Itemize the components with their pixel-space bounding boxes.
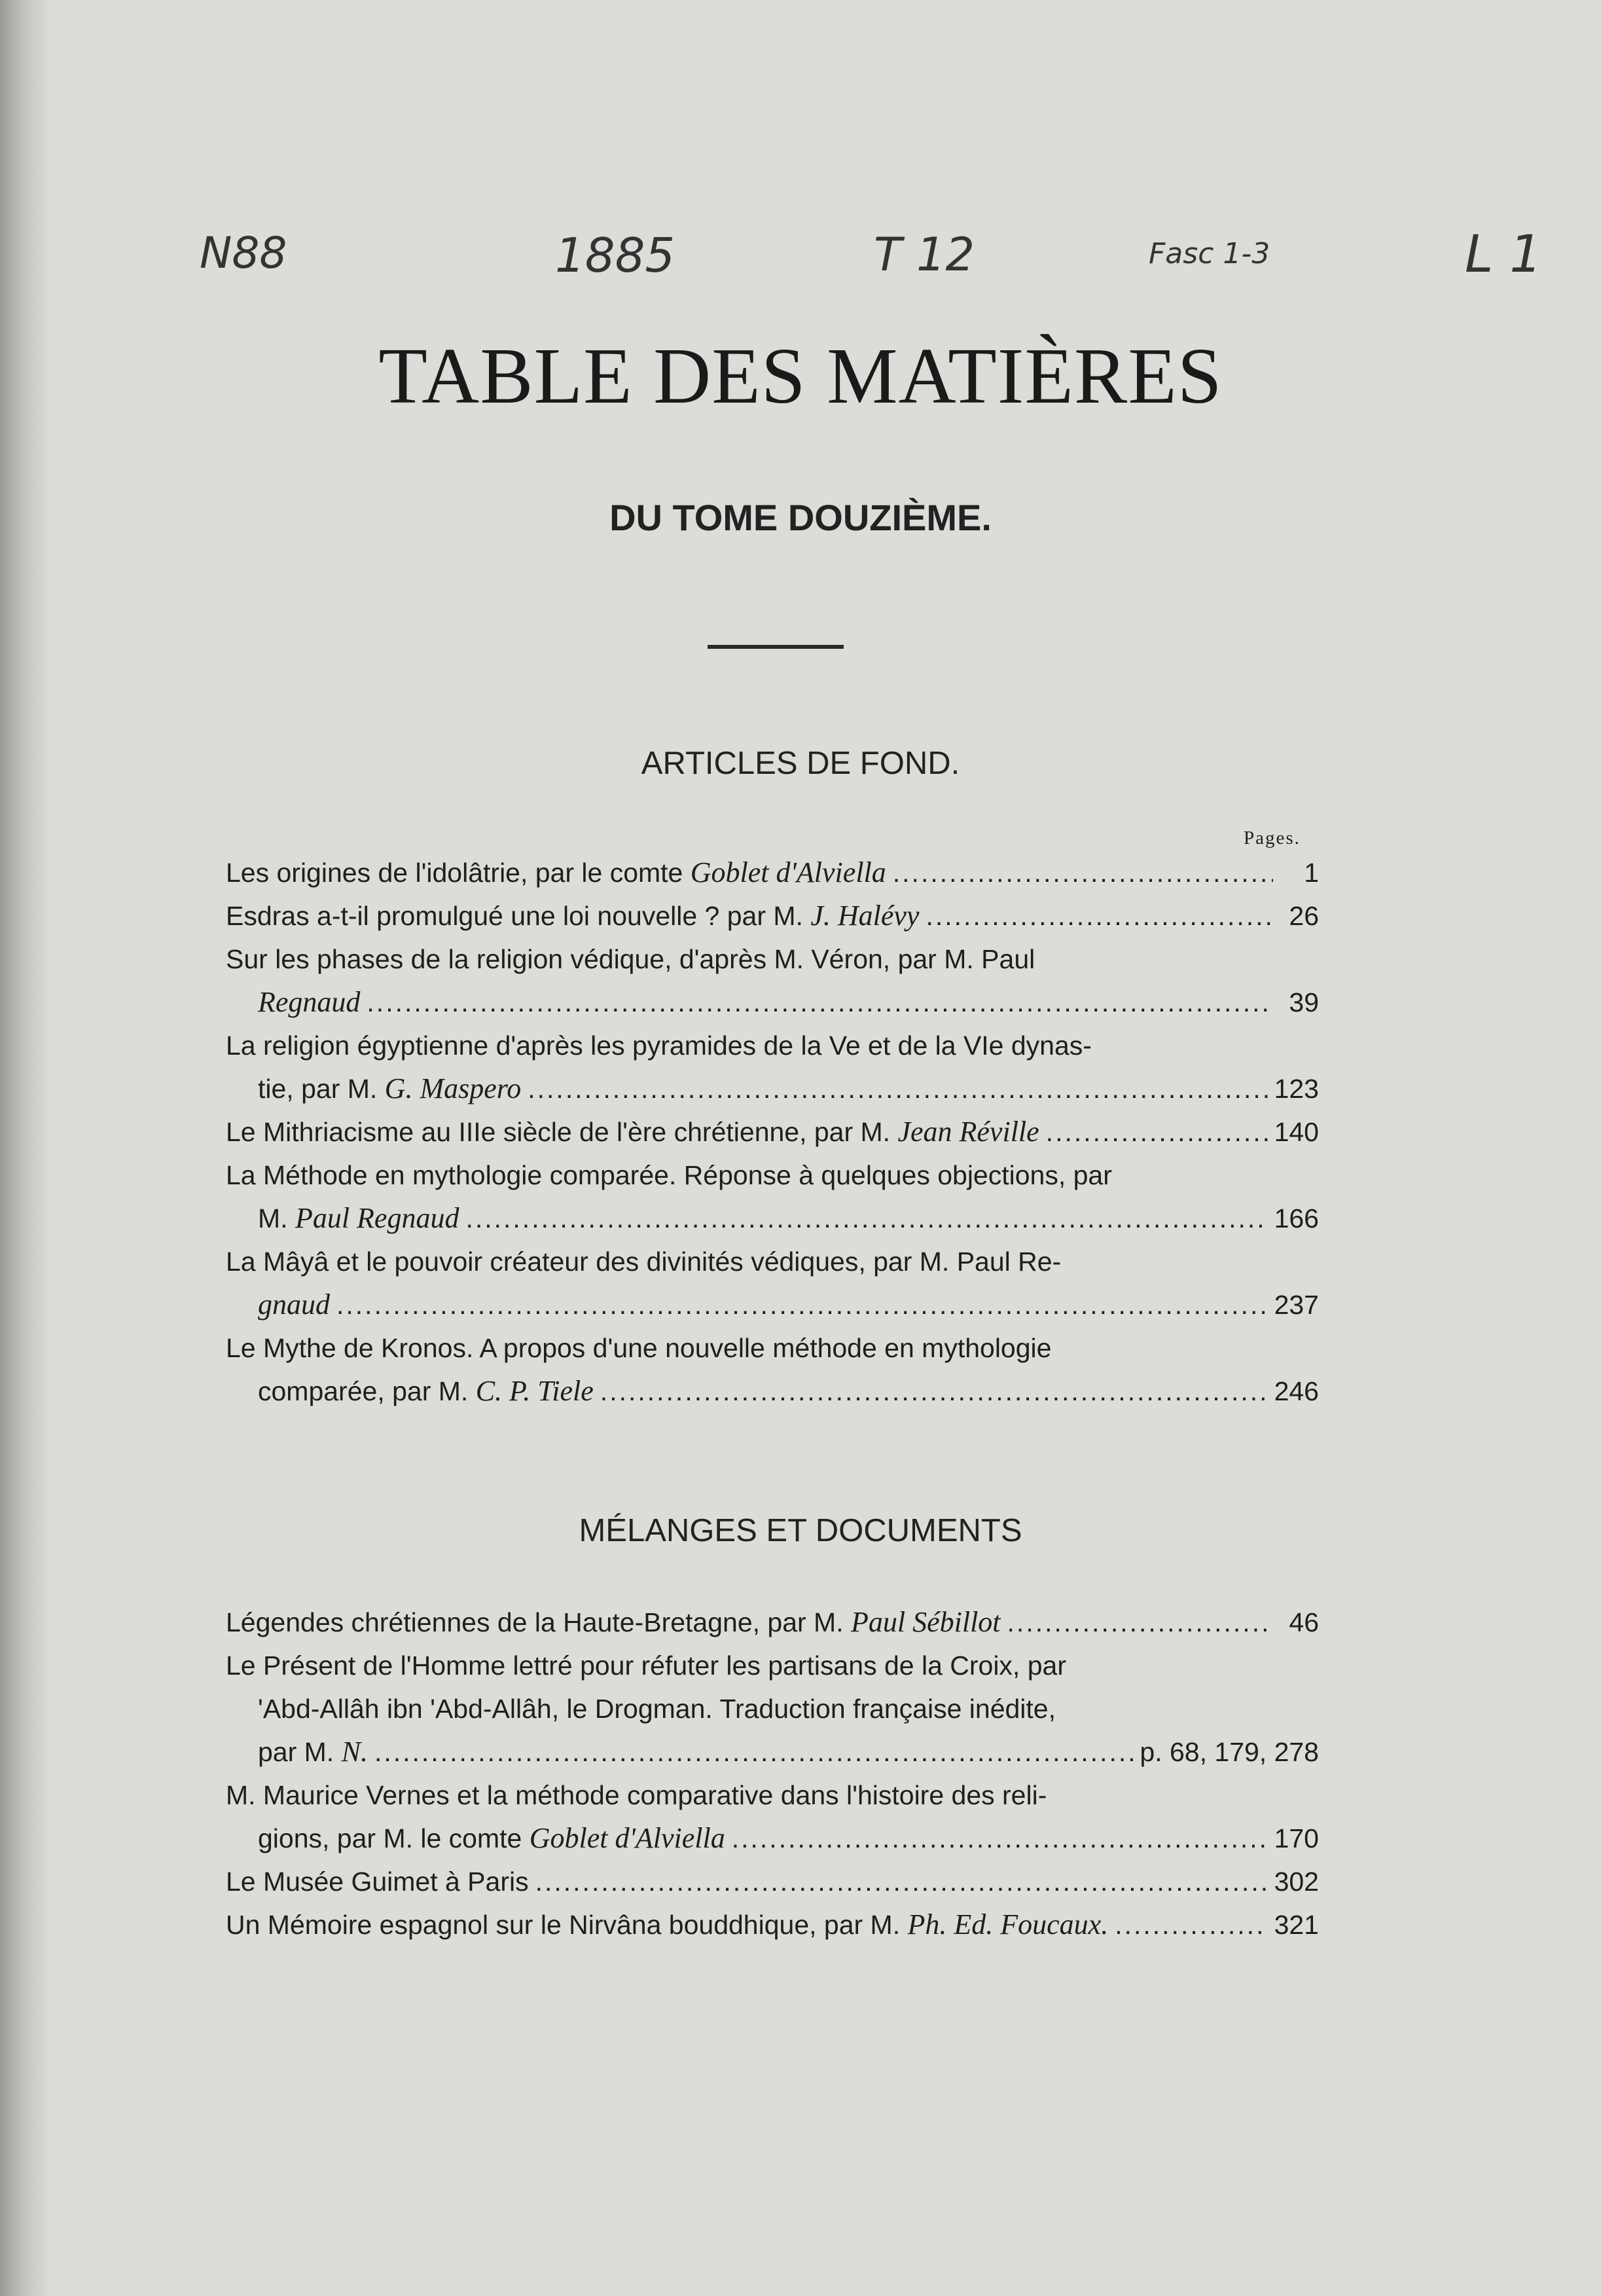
- toc-entry: [226, 1110, 1319, 1154]
- dot-leader: [374, 1730, 1133, 1774]
- dot-leader: [528, 1067, 1267, 1110]
- toc-entry-last-line: [226, 1860, 1319, 1903]
- toc-entry-text: Le Musée Guimet à Paris: [226, 1867, 529, 1897]
- toc-entry-last-line: [226, 1601, 1319, 1644]
- handwritten-annotation: N88: [200, 228, 287, 278]
- toc-entry-author: N.: [341, 1736, 368, 1768]
- dot-leader: [535, 1860, 1268, 1903]
- toc-entry-last-line: [226, 1110, 1319, 1154]
- toc-entry: [226, 1326, 1319, 1413]
- pages-column-label: Pages.: [1244, 828, 1301, 848]
- toc-entry-last-line: [226, 1370, 1319, 1413]
- toc-entry-text: M. Paul Regnaud: [258, 1202, 459, 1234]
- toc-entry-author: Goblet d'Alviella: [529, 1822, 725, 1854]
- toc-entry-last-line: [226, 1817, 1319, 1860]
- toc-entry-text: Légendes chrétiennes de la Haute-Bretagne, par M. Paul Sébillot: [226, 1606, 1001, 1638]
- dot-leader: [1046, 1110, 1268, 1154]
- toc-entry-line: La religion égyptienne d'après les pyramides de la Ve et de la VIe dynas-: [226, 1030, 1092, 1061]
- toc-entry: [226, 1644, 1319, 1774]
- toc-entry: [226, 1024, 1319, 1110]
- toc-entry-author: Regnaud: [258, 986, 361, 1018]
- toc-entry: [226, 1860, 1319, 1903]
- toc-entry-author: Goblet d'Alviella: [690, 856, 886, 888]
- toc-entry: [226, 1601, 1319, 1644]
- articles-list: [226, 851, 1319, 1413]
- toc-entry-page: 166: [1274, 1203, 1319, 1233]
- toc-entry-last-line: [226, 894, 1319, 938]
- toc-entry-page: 302: [1274, 1867, 1319, 1897]
- toc-entry-line: Sur les phases de la religion védique, d'après M. Véron, par M. Paul: [226, 944, 1035, 974]
- toc-entry-line: La Méthode en mythologie comparée. Réponse à quelques objections, par: [226, 1160, 1112, 1190]
- dot-leader: [893, 851, 1273, 894]
- toc-entry: [226, 1240, 1319, 1326]
- toc-entry-last-line: [226, 1197, 1319, 1240]
- dot-leader: [600, 1370, 1268, 1413]
- toc-entry-author: gnaud: [258, 1288, 330, 1321]
- toc-entry-line: M. Maurice Vernes et la méthode comparative dans l'histoire des reli-: [226, 1780, 1047, 1810]
- toc-entry-author: J. Halévy: [810, 900, 920, 932]
- toc-entry-page: 237: [1274, 1290, 1319, 1320]
- toc-entry-text: Le Mithriacisme au IIIe siècle de l'ère chrétienne, par M. Jean Réville: [226, 1116, 1039, 1148]
- page-title: TABLE DES MATIÈRES: [378, 332, 1223, 420]
- toc-entry-page: 46: [1289, 1607, 1319, 1637]
- toc-entry-author: C. P. Tiele: [475, 1375, 594, 1407]
- dot-leader: [926, 894, 1273, 938]
- dot-leader: [732, 1817, 1268, 1860]
- toc-entry: [226, 1774, 1319, 1860]
- melanges-list: [226, 1601, 1319, 1946]
- toc-entry-author: Jean Réville: [897, 1116, 1039, 1148]
- toc-entry: [226, 894, 1319, 938]
- handwritten-annotation: T 12: [874, 228, 975, 282]
- toc-entry-page: 26: [1289, 901, 1319, 931]
- handwritten-annotation: Fasc 1-3: [1149, 237, 1270, 270]
- toc-entry-page: 140: [1274, 1117, 1319, 1147]
- toc-entry-page: 246: [1274, 1376, 1319, 1406]
- toc-entry-line: Le Présent de l'Homme lettré pour réfuter les partisans de la Croix, par: [226, 1650, 1066, 1681]
- toc-entry: [226, 1903, 1319, 1946]
- toc-entry-text: Un Mémoire espagnol sur le Nirvâna bouddhique, par M. Ph. Ed. Foucaux.: [226, 1908, 1109, 1941]
- toc-entry-page: 1: [1304, 858, 1319, 888]
- toc-entry: [226, 851, 1319, 894]
- toc-entry: [226, 938, 1319, 1024]
- toc-entry-page: 321: [1274, 1910, 1319, 1940]
- toc-entry-author: Ph. Ed. Foucaux.: [907, 1908, 1109, 1941]
- toc-entry-text: Les origines de l'idolâtrie, par le comte Goblet d'Alviella: [226, 856, 886, 888]
- toc-entry-page: 123: [1274, 1074, 1319, 1104]
- toc-entry-text: [258, 1283, 330, 1326]
- toc-entry-page: p. 68, 179, 278: [1140, 1737, 1319, 1767]
- dot-leader: [367, 981, 1273, 1024]
- dot-leader: [1115, 1903, 1267, 1946]
- section-heading-articles: ARTICLES DE FOND.: [641, 746, 960, 781]
- toc-entry-author: Paul Regnaud: [295, 1202, 459, 1234]
- toc-entry-author: Paul Sébillot: [851, 1606, 1001, 1638]
- divider: [708, 645, 844, 649]
- toc-entry-text: comparée, par M. C. P. Tiele: [258, 1375, 594, 1407]
- dot-leader: [336, 1283, 1268, 1326]
- toc-entry-text: gions, par M. le comte Goblet d'Alviella: [258, 1822, 725, 1854]
- toc-entry-author: G. Maspero: [384, 1072, 522, 1104]
- toc-entry-text: par M. N.: [258, 1736, 368, 1768]
- toc-entry-line: 'Abd-Allâh ibn 'Abd-Allâh, le Drogman. Traduction française inédite,: [258, 1694, 1056, 1724]
- toc-entry-last-line: [226, 1730, 1319, 1774]
- toc-entry-last-line: [226, 1903, 1319, 1946]
- handwritten-annotation: 1885: [555, 228, 675, 283]
- handwritten-annotation: L 1: [1465, 225, 1542, 284]
- toc-entry-last-line: [226, 851, 1319, 894]
- toc-entry-text: [258, 981, 360, 1024]
- toc-entry-text: Esdras a-t-il promulgué une loi nouvelle ? par M. J. Halévy: [226, 900, 920, 932]
- toc-entry: [226, 1154, 1319, 1240]
- toc-entry-text: tie, par M. G. Maspero: [258, 1072, 522, 1104]
- toc-entry-page: 39: [1289, 987, 1319, 1017]
- toc-entry-last-line: [226, 1067, 1319, 1110]
- toc-entry-line: La Mâyâ et le pouvoir créateur des divinités védiques, par M. Paul Re-: [226, 1247, 1062, 1277]
- toc-entry-last-line: [226, 981, 1319, 1024]
- toc-entry-line: Le Mythe de Kronos. A propos d'une nouvelle méthode en mythologie: [226, 1333, 1052, 1363]
- dot-leader: [1007, 1601, 1273, 1644]
- section-heading-melanges: MÉLANGES ET DOCUMENTS: [579, 1513, 1022, 1548]
- dot-leader: [465, 1197, 1267, 1240]
- toc-entry-page: 170: [1274, 1823, 1319, 1853]
- toc-entry-last-line: [226, 1283, 1319, 1326]
- page-subtitle: DU TOME DOUZIÈME.: [609, 497, 992, 538]
